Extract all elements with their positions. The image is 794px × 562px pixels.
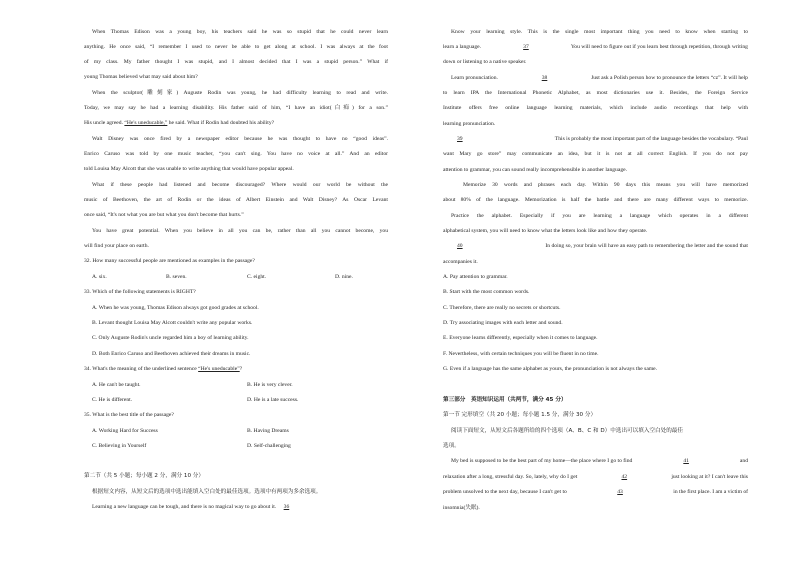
blank-37: 37 bbox=[523, 44, 529, 50]
passage-line bbox=[443, 475, 748, 481]
question-34-option-a: A. He can't be taught. bbox=[92, 382, 141, 388]
question-35-option-c: C. Believing in Yourself bbox=[92, 443, 147, 449]
part-3-instructions: 阅读下面短文，从短文后各题所给的四个选项（A、B、C 和 D）中选出可以填入空白处的最佳 bbox=[451, 428, 683, 434]
passage-text: His uncle agreed. bbox=[84, 120, 125, 126]
passage-line: alphabetical system, you will need to know what the letters look like and how they operate. bbox=[443, 228, 648, 234]
question-32-option-d: D. nine. bbox=[335, 274, 353, 280]
question-33-option-a: A. When he was young, Thomas Edison always got good grades at school. bbox=[92, 305, 259, 311]
part-3-title: 第三部分 英语知识运用（共两节，满分 45 分） bbox=[443, 397, 567, 403]
blank-42: 42 bbox=[621, 474, 628, 480]
passage-line: You have great potential. When you believe in all you can be, rather than all you cannot become, you bbox=[92, 228, 388, 234]
question-35-stem: 35. What is the best title of the passage? bbox=[84, 412, 174, 418]
option-g: G. Even if a language has the same alphabet as yours, the pronunciation is not always the same. bbox=[443, 366, 658, 372]
passage-line bbox=[92, 505, 295, 511]
question-34-stem bbox=[84, 367, 242, 373]
passage-line: young Thomas believed what may said about him? bbox=[84, 74, 198, 80]
option-d: D. Try associating images with each letter and sound. bbox=[443, 320, 563, 326]
passage-line bbox=[451, 459, 748, 465]
passage-line: accompanies it. bbox=[443, 259, 478, 265]
question-33-option-c: C. Only Auguste Rodin's uncle regarded him a boy of learning ability. bbox=[92, 335, 249, 341]
passage-line: once said, “It's not what you are but what you don't become that hurts.” bbox=[84, 212, 244, 218]
passage-text: In doing so, your brain will have an easy path to remembering the letter and the sound that bbox=[545, 243, 748, 249]
question-33-stem: 33. Which of the following statements is RIGHT? bbox=[84, 289, 196, 295]
blank-38: 38 bbox=[541, 75, 548, 81]
passage-line: about 80% of the language. Memorization is half the battle and there are many different ways to memorize. bbox=[443, 197, 748, 203]
passage-line: down or listening to a native speaker. bbox=[443, 59, 527, 65]
passage-text: and bbox=[739, 458, 748, 464]
passage-line bbox=[443, 45, 748, 51]
question-34-text: 34. What's the meaning of the underlined sentence bbox=[84, 366, 199, 372]
option-a: A. Pay attention to grammar. bbox=[443, 274, 508, 280]
question-35-option-d: D. Self-challenging bbox=[247, 443, 291, 449]
passage-text: in the first place. I am a victim of bbox=[673, 489, 748, 495]
passage-text: learn a language. bbox=[443, 44, 482, 50]
option-e: E. Everyone learns differently, especially when it comes to language. bbox=[443, 335, 598, 341]
question-34-text: ? bbox=[239, 366, 243, 372]
blank-39: 39 bbox=[457, 136, 463, 142]
passage-text: just looking at it? I can't leave this bbox=[671, 474, 748, 480]
passage-text: problem unsolved to the next day, because I can't get to bbox=[443, 489, 567, 495]
option-c: C. Therefore, there are really no secrets or shortcuts. bbox=[443, 305, 561, 311]
passage-line: of my class. My father thought I was stupid, and I almost decided that I was a stupid person.” What if bbox=[84, 59, 388, 65]
passage-line: Practice the alphabet. Especially if you are learning a language which operates in a different bbox=[451, 213, 748, 219]
passage-text: Learning a new language can be tough, and there is no magical way to go about it. bbox=[92, 504, 277, 510]
question-33-option-d: D. Both Enrico Caruso and Beethoven achieved their dreams in music. bbox=[92, 351, 251, 357]
passage-line: insomnia(失眠). bbox=[443, 505, 480, 511]
passage-line bbox=[443, 490, 748, 496]
passage-line: When the sculptor(雕刻家) Auguste Rodin was young, he had difficulty learning to read and write. bbox=[92, 90, 388, 96]
passage-text: You will need to figure out if you learn best through repetition, through writing bbox=[570, 44, 748, 50]
passage-line: Memorize 30 words and phrases each day. Within 90 days this means you will have memorized bbox=[463, 182, 748, 188]
passage-line: will find your place on earth. bbox=[84, 243, 149, 249]
option-f: F. Nevertheless, with certain techniques you will be fluent in no time. bbox=[443, 351, 599, 357]
passage-line: want Mary go store” may communicate an idea, but it is not at all correct English. If you do not pay bbox=[443, 151, 748, 157]
passage-line: Walt Disney was once fired by a newspaper editor because he was thought to have no “good ideas”. bbox=[92, 136, 388, 142]
question-32-option-c: C. eight. bbox=[247, 274, 267, 280]
question-32-option-a: A. six. bbox=[92, 274, 107, 280]
blank-36: 36 bbox=[283, 504, 290, 510]
passage-line bbox=[84, 121, 274, 127]
question-35-option-a: A. Working Hard for Success bbox=[92, 428, 158, 434]
part-3-instructions-cont: 选项。 bbox=[443, 443, 460, 449]
option-b: B. Start with the most common words. bbox=[443, 289, 530, 295]
passage-line: What if these people had listened and become discouraged? Where would our world be without the bbox=[92, 182, 388, 188]
question-35-option-b: B. Having Dreams bbox=[247, 428, 289, 434]
question-34-option-b: B. He is very clever. bbox=[247, 382, 293, 388]
question-33-option-b: B. Levant thought Louisa May Alcott couldn't write any popular works. bbox=[92, 320, 253, 326]
section-2-title: 第二节（共 5 小题；每小题 2 分，满分 10 分） bbox=[84, 473, 204, 479]
question-34-option-c: C. He is different. bbox=[92, 397, 133, 403]
passage-text: relaxation after a long, stressful day. So, lately, why do I get bbox=[443, 474, 578, 480]
passage-line bbox=[451, 137, 748, 143]
blank-43: 43 bbox=[617, 489, 623, 495]
passage-line: learning pronunciation. bbox=[443, 121, 496, 127]
passage-line: told Louisa May Alcott that she was unable to write anything that would have popular appeal. bbox=[84, 166, 294, 172]
passage-line: Know your learning style. This is the single most important thing you need to know when starting to bbox=[451, 29, 748, 35]
passage-line bbox=[451, 244, 748, 250]
passage-line: Enrico Caruso was told by one music teacher, “you can't sing. You have no voice at all.” And an editor bbox=[84, 151, 388, 157]
passage-line: attention to grammar, you can sound really incomprehensible in another language. bbox=[443, 167, 628, 173]
question-32-option-b: B. seven. bbox=[166, 274, 187, 280]
passage-text: Learn pronunciation. bbox=[451, 75, 498, 81]
passage-line: music of Beethoven, the art of Rodin or the ideas of Albert Einstein and Walt Disney? As Oscar Levant bbox=[84, 197, 388, 203]
part-3-subtitle: 第一节 完形填空（共 20 小题；每小题 1.5 分，满分 30 分） bbox=[443, 412, 597, 418]
section-2-instructions: 根据短文内容，从短文后的选项中选出能填入空白处的最佳选项。选项中有两项为多余选项。 bbox=[92, 489, 322, 495]
underlined-sentence: “He's uneducable,” bbox=[124, 120, 168, 126]
passage-text: My bed is supposed to be the best part of my home—the place where I go to find bbox=[451, 458, 633, 464]
question-34-underlined: “He's uneducable” bbox=[198, 366, 240, 372]
passage-line: Institute offers free online language learning materials, which include audio recordings that help with bbox=[443, 105, 748, 111]
question-32-stem: 32. How many successful people are mentioned as examples in the passage? bbox=[84, 258, 255, 264]
passage-line bbox=[451, 76, 748, 82]
blank-40: 40 bbox=[457, 243, 463, 249]
passage-line: to learn IPA the International Phonetic Alphabet, as most dictionaries use it. Besides, the Foreign Service bbox=[443, 90, 748, 96]
passage-line: Today, we may say he had a learning disability. His father said of him, “I have an idiot(白痴) for a son.” bbox=[84, 105, 388, 111]
passage-text: Just ask a Polish person how to pronounce the letters “cz”. It will help bbox=[591, 75, 748, 81]
blank-41: 41 bbox=[683, 458, 689, 464]
passage-text: he said. What if Rodin had doubted his ability? bbox=[167, 120, 275, 126]
passage-line: When Thomas Edison was a young boy, his teachers said he was so stupid that he could never learn bbox=[92, 29, 388, 35]
passage-line: anything. He once said, “I remember I used to never be able to get along at school. I was always at the foot bbox=[84, 44, 388, 50]
passage-text: This is probably the most important part of the language besides the vocabulary. “Paul bbox=[554, 136, 748, 142]
question-34-option-d: D. He is a late success. bbox=[247, 397, 299, 403]
